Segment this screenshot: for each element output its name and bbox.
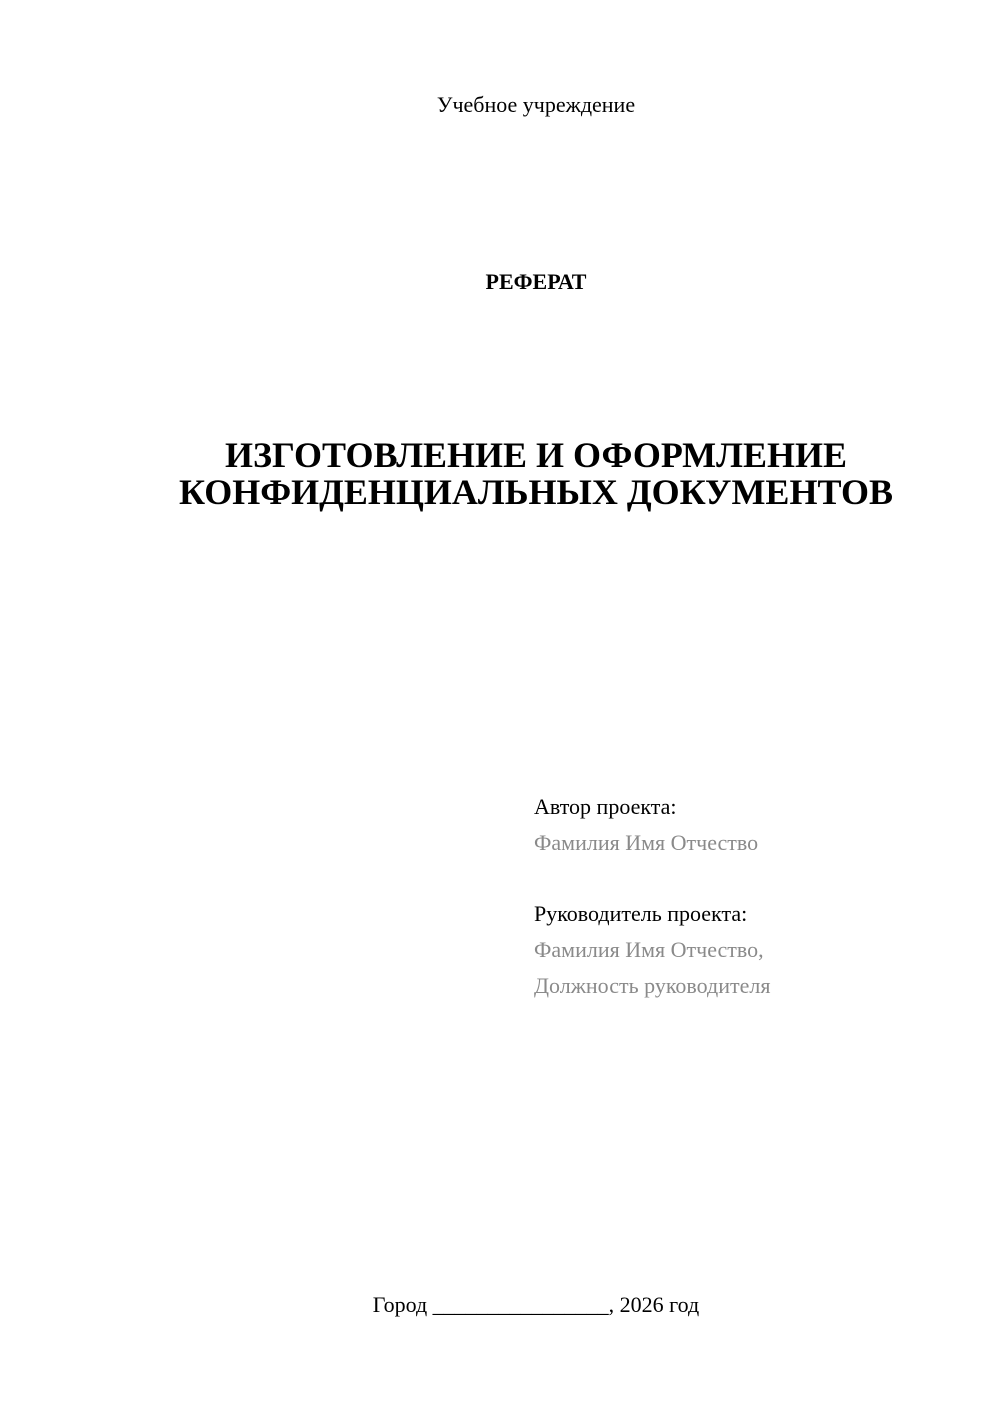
author-label: Автор проекта: — [534, 794, 677, 819]
credits-spacer — [534, 861, 974, 896]
document-type: РЕФЕРАТ — [485, 269, 587, 294]
supervisor-label: Руководитель проекта: — [534, 901, 748, 926]
document-title-line-2: КОНФИДЕНЦИАЛЬНЫХ ДОКУМЕНТОВ — [178, 472, 893, 512]
document-title-line-1: ИЗГОТОВЛЕНИЕ И ОФОРМЛЕНИЕ — [225, 435, 847, 475]
author-name: Фамилия Имя Отчество — [534, 830, 759, 855]
document-title — [0, 437, 1000, 511]
credits-block — [534, 789, 974, 1004]
institution-name: Учебное учреждение — [436, 92, 636, 117]
supervisor-name: Фамилия Имя Отчество, — [534, 937, 764, 962]
city-year-line: Город ________________, 2026 год — [372, 1292, 700, 1317]
supervisor-position: Должность руководителя — [534, 973, 771, 998]
